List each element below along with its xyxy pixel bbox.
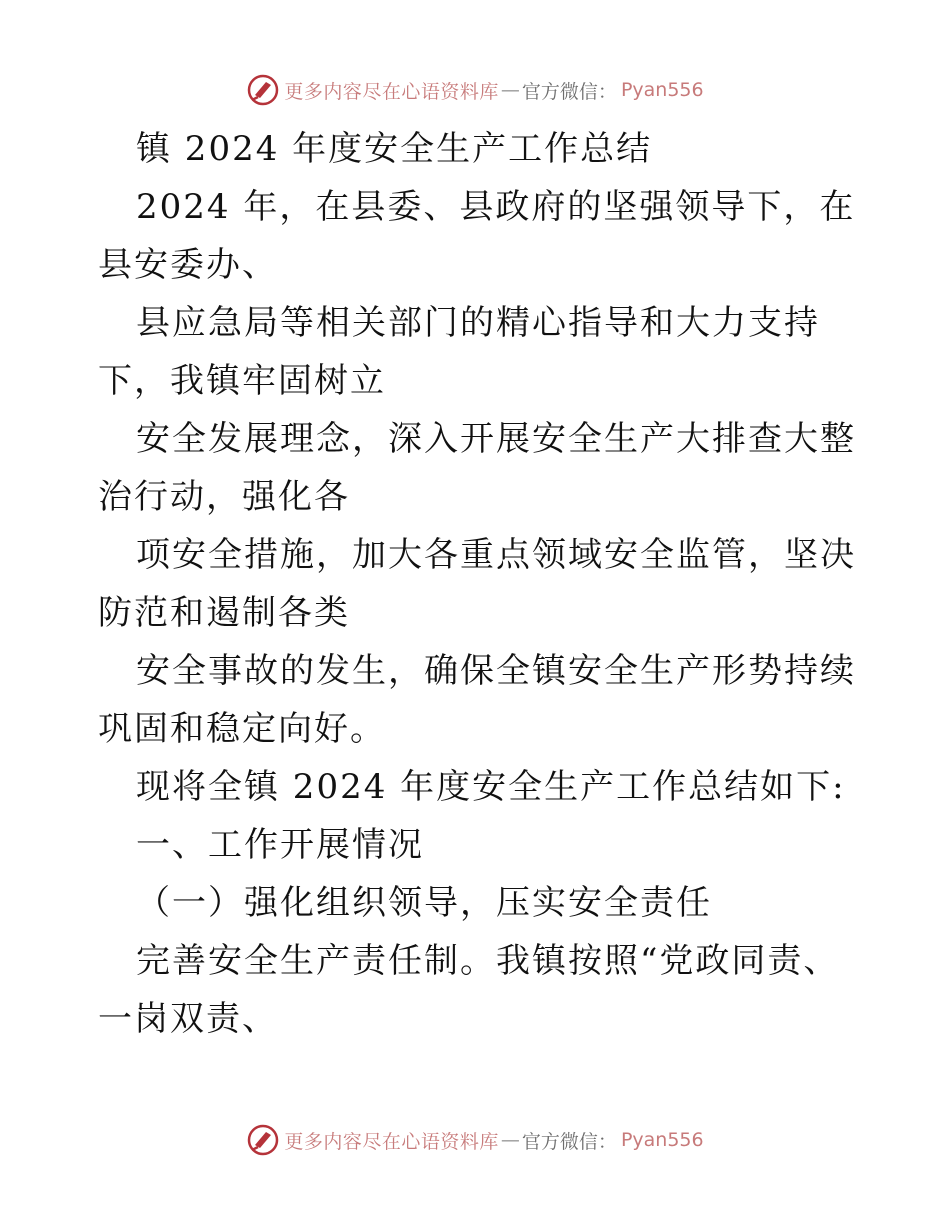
banner-wechat-id: Pyan556 (620, 1129, 704, 1151)
document-title: 镇 2024 年度安全生产工作总结 (136, 129, 653, 169)
document-body (98, 120, 858, 1048)
paragraph-line: 项安全措施，加大各重点领域安全监管，坚决防范和遏制各类 (98, 535, 856, 633)
brand-logo-icon (246, 1123, 280, 1157)
subsection-heading: （一）强化组织领导，压实安全责任 (136, 883, 712, 923)
banner-text: 更多内容尽在心语资料库 (284, 80, 499, 103)
footer-banner (0, 1120, 950, 1160)
paragraph-line: 完善安全生产责任制。我镇按照“党政同责、一岗双责、 (98, 941, 840, 1039)
paragraph-line: 2024 年，在县委、县政府的坚强领导下，在县安委办、 (98, 187, 856, 285)
paragraph-line: 安全事故的发生，确保全镇安全生产形势持续巩固和稳定向好。 (98, 651, 856, 749)
banner-separator: — (500, 79, 520, 101)
paragraph-line: 安全发展理念，深入开展安全生产大排查大整治行动，强化各 (98, 419, 856, 517)
header-banner (0, 70, 950, 110)
banner-text: 更多内容尽在心语资料库 (284, 1130, 499, 1153)
paragraph-line: 县应急局等相关部门的精心指导和大力支持下，我镇牢固树立 (98, 303, 820, 401)
section-heading: 一、工作开展情况 (136, 825, 424, 865)
banner-wechat-id: Pyan556 (620, 79, 704, 101)
brand-logo-icon (246, 73, 280, 107)
banner-wechat-label: 官方微信： (521, 1130, 617, 1153)
banner-wechat-label: 官方微信： (521, 80, 617, 103)
banner-separator: — (500, 1129, 520, 1151)
paragraph-line: 现将全镇 2024 年度安全生产工作总结如下: (136, 767, 846, 807)
